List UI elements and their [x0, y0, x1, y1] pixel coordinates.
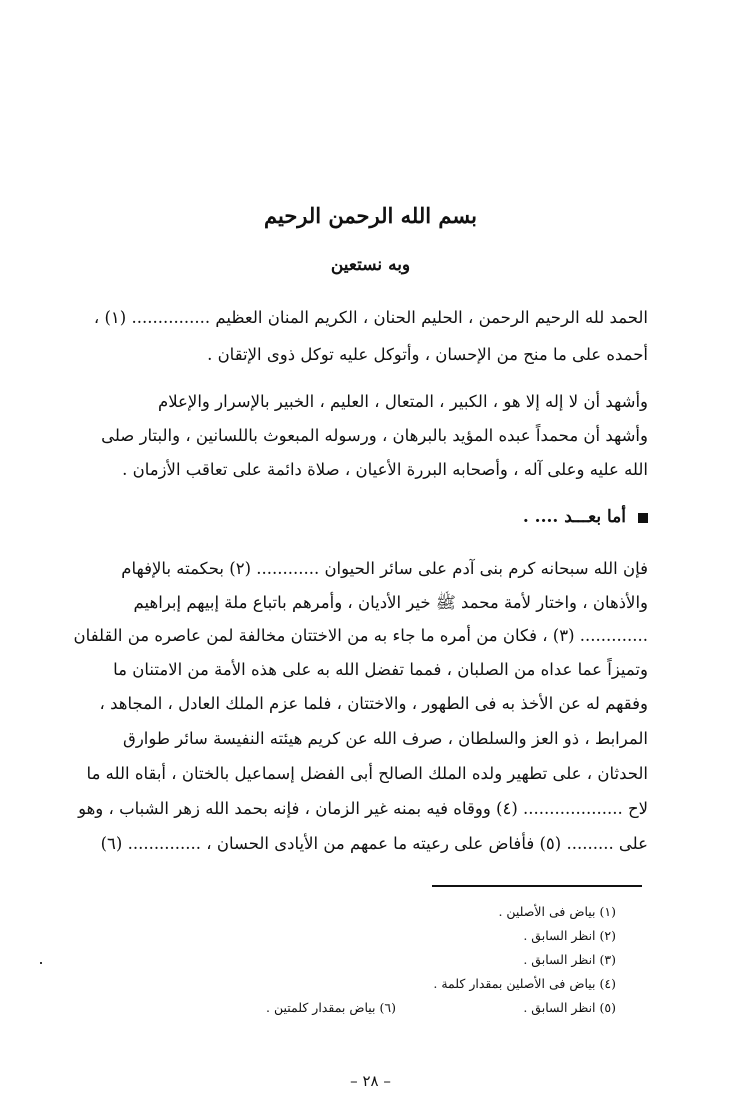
- text-line: أحمده على ما منح من الإحسان ، وأتوكل عليه توكل ذوى الإتقان .: [207, 345, 648, 364]
- text-line: فإن الله سبحانه كرم بنى آدم على سائر الحيوان ............ (٢) بحكمته بالإفهام: [121, 559, 648, 578]
- square-bullet-icon: [638, 513, 648, 523]
- text-line: وأشهد أن لا إله إلا هو ، الكبير ، المتعال ، العليم ، الخبير بالإسرار والإعلام: [158, 392, 648, 411]
- text-line: ............. (٣) ، فكان من أمره ما جاء به من الاختتان مخالفة لمن عاصره من القلفان: [73, 626, 648, 645]
- footnote: (٢) انظر السابق .: [523, 928, 616, 943]
- section-heading: [88, 507, 648, 527]
- text-line: الحدثان ، على تطهير ولده الملك الصالح أبى الفضل إسماعيل بالختان ، أبقاه الله ما: [86, 764, 648, 783]
- text-line: وأشهد أن محمداً عبده المؤيد بالبرهان ، ورسوله المبعوث باللسانين ، والبتار صلى: [101, 426, 648, 445]
- text-line: وفقهم له عن الأخذ به فى الطهور ، والاختتان ، فلما عزم الملك العادل ، المجاهد ،: [99, 694, 648, 713]
- footnote-separator: [432, 885, 642, 887]
- footnote: (١) بياض فى الأصلين .: [498, 904, 616, 919]
- text-line: لاح ................... (٤) ووقاه فيه بمنه غير الزمان ، فإنه بحمد الله زهر الشباب ، وهو: [78, 799, 648, 818]
- text-line: على ......... (٥) فأفاض على رعيته ما عمهم من الأيادى الحسان ، .............. (٦): [100, 834, 648, 853]
- text-line: والأذهان ، واختار لأمة محمد ﷺ خير الأديان ، وأمرهم باتباع ملة إبيهم إبراهيم: [133, 593, 648, 612]
- footnote: (٦) بياض بمقدار كلمتين .: [266, 1000, 396, 1015]
- text-line: المرابط ، ذو العز والسلطان ، صرف الله عن كريم هيئته النفيسة سائر طوارق: [123, 729, 648, 748]
- scan-speck: [40, 962, 42, 964]
- footnote: (٥) انظر السابق .: [523, 1000, 616, 1015]
- footnote: (٣) انظر السابق .: [523, 952, 616, 967]
- text-line: الله عليه وعلى آله ، وأصحابه البررة الأعيان ، صلاة دائمة على تعاقب الأزمان .: [122, 460, 648, 479]
- basmala-heading: بسم الله الرحمن الرحيم: [264, 203, 477, 228]
- footnote: (٤) بياض فى الأصلين بمقدار كلمة .: [433, 976, 616, 991]
- page-number: – ٢٨ –: [350, 1072, 391, 1090]
- text-line: وتميزاً عما عداه من الصلبان ، فمما تفضل الله به على هذه الأمة من الامتنان ما: [113, 660, 648, 679]
- subheading: وبه نستعين: [330, 255, 411, 275]
- text-line: الحمد لله الرحيم الرحمن ، الحليم الحنان ، الكريم المنان العظيم ............... (١) ،: [93, 308, 648, 327]
- section-heading-label: أما بعـــد .... .: [522, 507, 626, 527]
